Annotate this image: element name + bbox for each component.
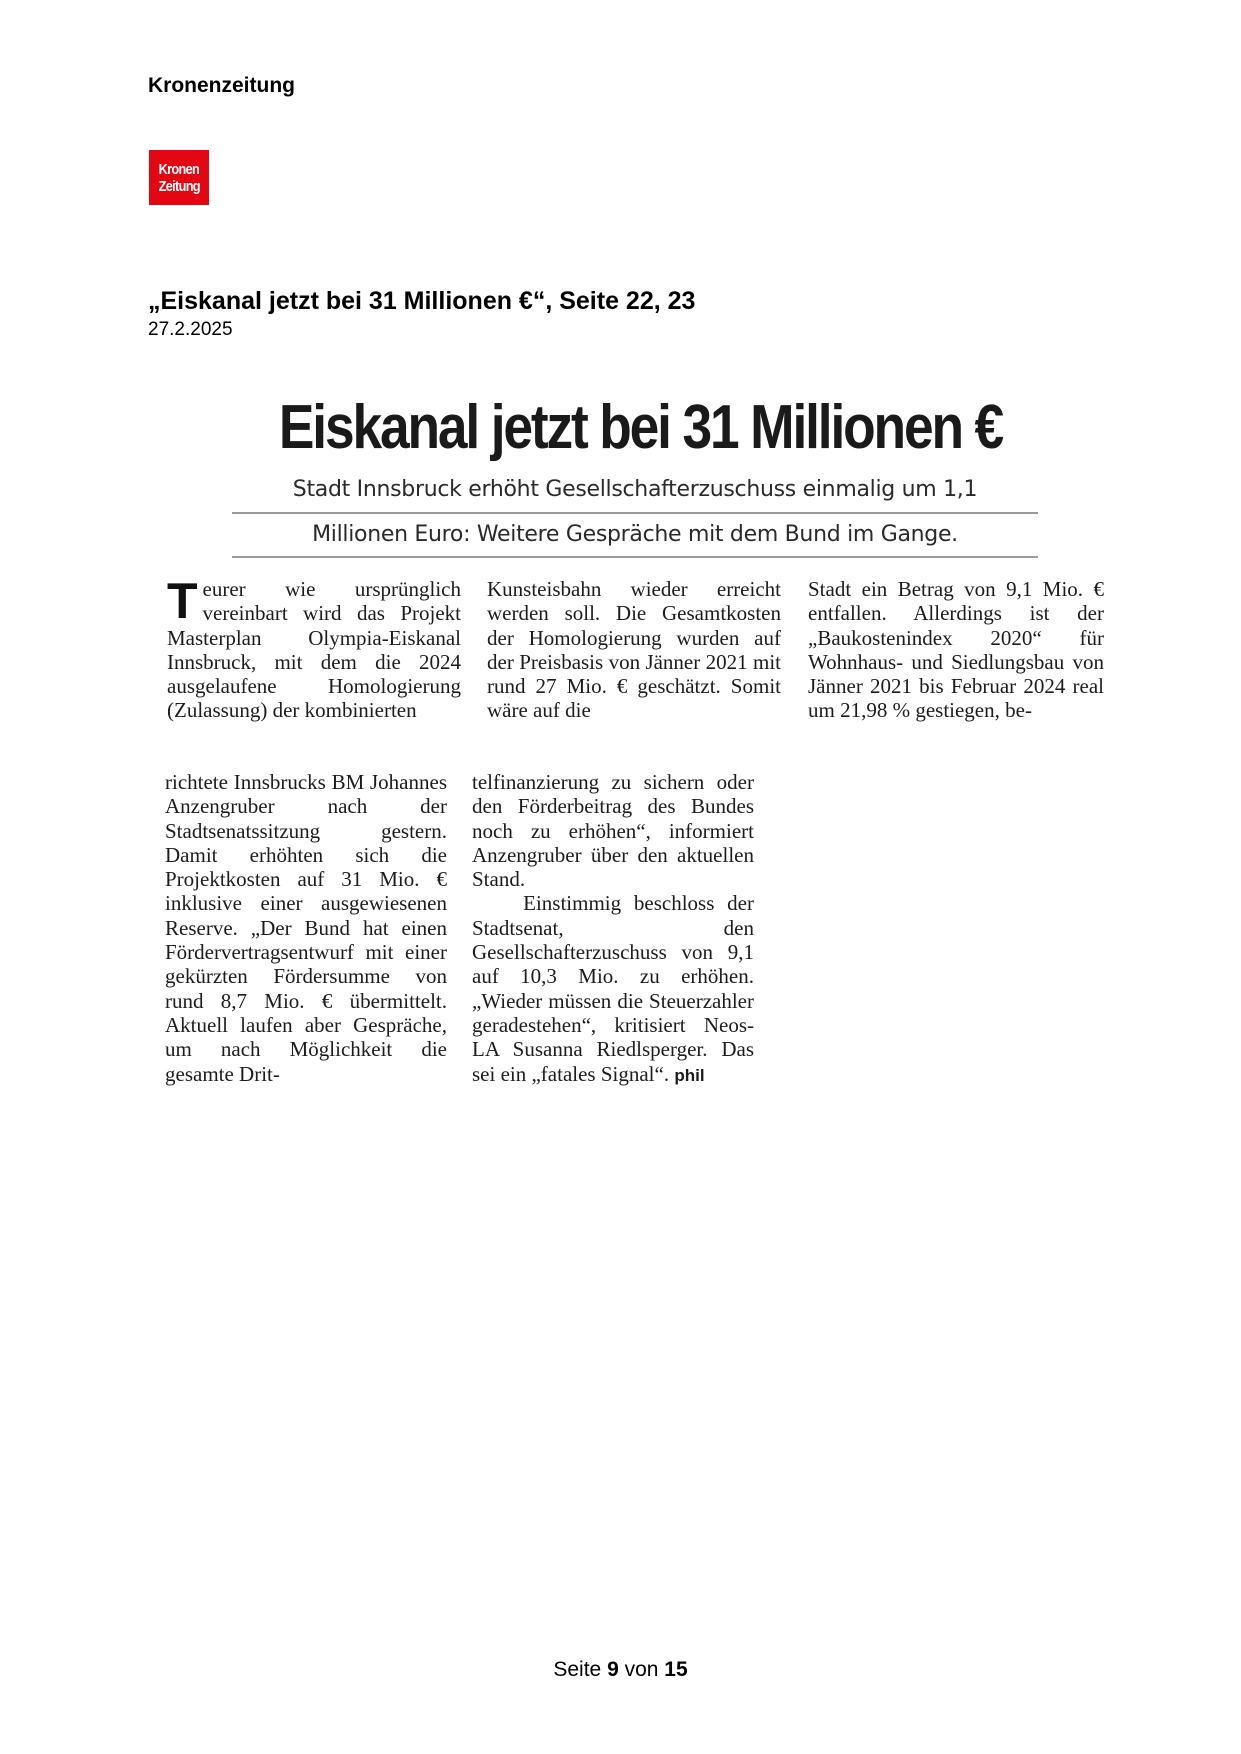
kronen-zeitung-logo — [149, 150, 209, 205]
article-subhead-line-2: Millionen Euro: Weitere Gespräche mit dem Bund im Gange. — [312, 522, 958, 547]
source-name: Kronenzeitung — [148, 74, 295, 97]
article-column-2: Kunsteisbahn wieder erreicht werden soll. Die Gesamtkosten der Homologierung wurden auf der Preisbasis von Jänner 2021 mit rund 27 Mio. € geschätzt. Somit wäre auf die — [487, 577, 781, 723]
page-of: von — [624, 1658, 659, 1681]
article-column-5 — [472, 770, 754, 1088]
page-total: 15 — [664, 1658, 688, 1681]
article-column-5-paragraph-2: Einstimmig beschloss der Stadtsenat, den Gesellschafterzuschuss von 9,1 auf 10,3 Mio. zu erhöhen. „Wieder müssen die Steuerzahler geradestehen“, kritisiert Neos-LA Susanna Riedlsperger. Das sei ein „fatales Signal“. — [472, 891, 754, 1086]
clipping-date: 27.2.2025 — [148, 319, 233, 340]
article-headline-text: Eiskanal jetzt bei 31 Millionen € — [278, 393, 1002, 462]
article-column-3: Stadt ein Betrag von 9,1 Mio. € entfallen. Allerdings ist der „Baukostenindex 2020“ für Wohnhaus- und Siedlungsbau von Jänner 2021 bis Februar 2024 real um 21,98 % gestiegen, be- — [808, 577, 1104, 723]
page-current: 9 — [607, 1658, 619, 1681]
article-column-1-text: eurer wie ursprünglich vereinbart wird das Projekt Masterplan Olympia-Eiskanal Innsbruck, mit dem die 2024 ausgelaufene Homologierung (Zulassung) der kombinierten — [167, 577, 461, 723]
clipping-title: „Eiskanal jetzt bei 31 Millionen €“, Seite 22, 23 — [148, 287, 696, 315]
subhead-divider-2 — [232, 556, 1038, 558]
logo-line-2: Zeitung — [158, 177, 200, 195]
article-column-5-paragraph-1: telfinanzierung zu sichern oder den Förderbeitrag des Bundes noch zu erhöhen“, informiert Anzengruber über den aktuellen Stand. — [472, 770, 754, 892]
article-byline: phil — [674, 1065, 705, 1085]
article-headline — [200, 392, 1080, 464]
page-word: Seite — [553, 1658, 602, 1681]
article-column-1 — [167, 573, 461, 723]
subhead-divider-1 — [232, 512, 1038, 514]
page-number — [0, 1658, 1241, 1682]
article-column-4: richtete Innsbrucks BM Johannes Anzengruber nach der Stadtsenatssitzung gestern. Damit erhöhten sich die Projektkosten auf 31 Mio. € inklusive einer ausgewiesenen Reserve. „Der Bund hat einen Fördervertragsentwurf mit einer gekürzten Fördersumme von rund 8,7 Mio. € übermittelt. Aktuell laufen aber Gespräche, um nach Möglichkeit die gesamte Drit- — [165, 770, 447, 1086]
article-subhead-line-1: Stadt Innsbruck erhöht Gesellschafterzuschuss einmalig um 1,1 — [292, 477, 978, 502]
drop-cap: T — [167, 573, 198, 629]
logo-line-1: Kronen — [158, 160, 200, 178]
